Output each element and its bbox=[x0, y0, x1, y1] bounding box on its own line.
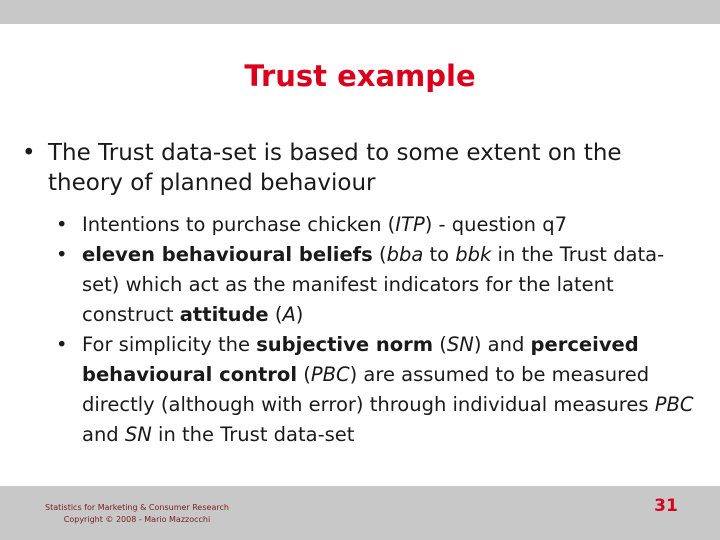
bullet-marker: • bbox=[56, 213, 68, 236]
slide-title: Trust example bbox=[244, 59, 476, 93]
footer-line-1: Statistics for Marketing & Consumer Research bbox=[45, 503, 229, 512]
text-run: ) - question q7 bbox=[424, 213, 567, 236]
text-run: ) bbox=[295, 303, 304, 326]
sub-bullet-beliefs bbox=[20, 240, 700, 330]
sub-bullet-text bbox=[82, 243, 664, 326]
italic-symbol: SN bbox=[446, 333, 474, 356]
text-run: in the Trust data-set) which act as the manifest indicators for the latent construct bbox=[82, 243, 665, 326]
text-run: For simplicity the bbox=[82, 333, 257, 356]
text-run: to bbox=[423, 243, 456, 266]
bullet-marker: • bbox=[56, 243, 68, 266]
italic-symbol: bbk bbox=[455, 243, 492, 266]
sub-bullet-text bbox=[82, 333, 694, 446]
text-run: ( bbox=[297, 363, 311, 386]
italic-symbol: PBC bbox=[654, 393, 694, 416]
main-bullet-text: The Trust data-set is based to some extent on the theory of planned behaviour bbox=[48, 140, 622, 196]
sub-bullet-text bbox=[82, 213, 567, 236]
bullet-marker: • bbox=[56, 333, 68, 356]
text-run: and bbox=[82, 423, 125, 446]
italic-symbol: ITP bbox=[395, 213, 425, 236]
text-run: ) are assumed to be measured directly (although with error) through individual measures bbox=[82, 363, 655, 416]
bullet-marker: • bbox=[22, 140, 36, 166]
slide-content bbox=[20, 138, 700, 450]
main-bullet bbox=[20, 138, 700, 198]
text-run: in the Trust data-set bbox=[151, 423, 355, 446]
bold-term: subjective norm bbox=[256, 333, 434, 356]
sub-bullet-itp bbox=[20, 210, 700, 240]
italic-symbol: SN bbox=[124, 423, 152, 446]
bold-term: perceived behavioural control bbox=[82, 333, 639, 386]
footer-credit bbox=[22, 502, 252, 526]
bold-term: attitude bbox=[179, 303, 269, 326]
page-number: 31 bbox=[654, 496, 678, 516]
italic-symbol: bba bbox=[386, 243, 424, 266]
top-band bbox=[0, 0, 720, 24]
text-run: ( bbox=[268, 303, 283, 326]
text-run: Intentions to purchase chicken ( bbox=[82, 213, 396, 236]
italic-symbol: PBC bbox=[310, 363, 350, 386]
text-run: ) and bbox=[473, 333, 531, 356]
text-run: ( bbox=[433, 333, 447, 356]
sub-bullet-simplicity bbox=[20, 330, 700, 450]
bold-term: eleven behavioural beliefs bbox=[82, 243, 373, 266]
text-run: ( bbox=[372, 243, 387, 266]
italic-symbol: A bbox=[282, 303, 296, 326]
footer-line-2: Copyright © 2008 - Mario Mazzocchi bbox=[63, 515, 211, 524]
